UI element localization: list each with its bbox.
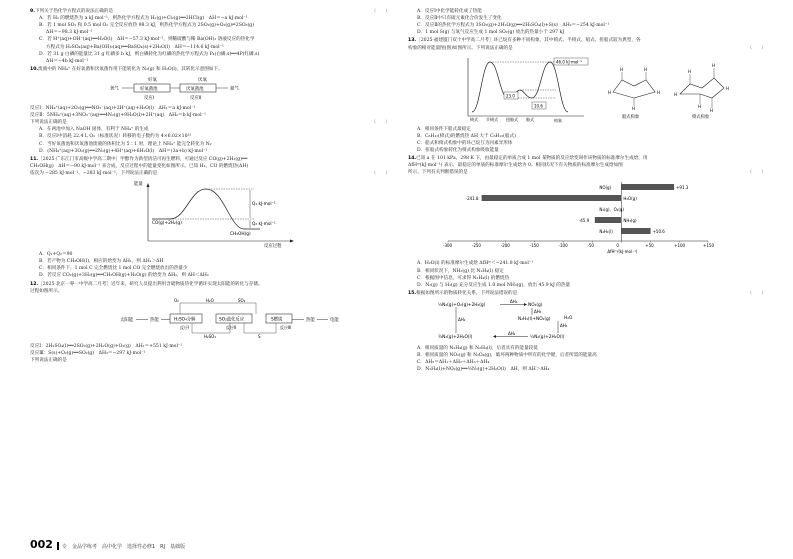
option-d-cont: ΔH＝−4b kJ·mol⁻¹ [46,58,89,64]
bar [621,184,674,190]
reaction-1: 反应Ⅰ：NH₄⁺(aq)+2O₂(g)══NO₃⁻(aq)+2H⁺(aq)+H₂O(l) ΔH₁＝a kJ·mol⁻¹ [30,105,196,111]
label-product: CH₃OH(g) [230,232,251,238]
question-stem-3: 所示，下列有关判断错误的是 [408,170,468,176]
label-heat-2: 热能 [306,317,315,323]
option-c: C．ΔH₅＝ΔH₁＋ΔH₂＋ΔH₃＋ΔH₄ [417,360,490,366]
page-footer [30,536,185,553]
option-a: A．相同条件下船式最稳定 [417,126,471,132]
option-a: A．Q₁+Q₂＝90 [39,252,73,258]
footer-text: 专 金品学练考 高中化学 选择性必修1 RJ 基础版 [61,543,186,550]
question-number: 9. [30,9,35,14]
question-12 [30,281,390,365]
option-c: C．相同条件下，1 mol C 完全燃烧比 1 mol CO 完全燃烧放出的热量少 [39,266,188,272]
question-stem: 近年来，研究人员提出利用含硫物质热化学循环实现太阳能的转化与存储。 [111,281,263,287]
svg-text:H: H [712,62,716,68]
formation-enthalpy-chart [408,178,766,258]
label-top-species: ½N₂(g)+O₂(g)+2H₂(g) [438,302,486,308]
option-b-cont: ΔH＝−98.3 kJ·mol⁻¹ [46,30,93,36]
option-d: D．N₂H₄(l)+NO₂(g)══³⁄₂N₂(g)+2H₂O(l) ΔH，则 ΔH＞ΔH₄ [417,367,550,373]
left-column [30,8,390,365]
option-c: C．若 H⁺(aq)+OH⁻(aq)══H₂O(l) ΔH＝−57.3 kJ·mol⁻¹，则稀硫酸与稀 Ba(OH)₂ 溶液反应的热化学 [39,37,255,43]
svg-text:H: H [726,85,730,91]
label-nitrogen: 氮气 [230,86,239,92]
question-stem: 甲醇作为新型清洁可再生燃料，可通过反应 CO(g)+2H₂(g)══ [120,156,248,162]
category-label: N₂(g)、O₂(g) [599,207,625,213]
svg-text:H: H [688,68,692,74]
option-b: B．反应Ⅰ中消耗 22.4 L O₂（标准状况）转移的电子数约为 4×6.02×10²³ [39,134,192,140]
option-d: D．1 mol S(g) 与氧气反应生成 1 mol SO₂(g) 放出的热量小于 297 kJ [417,30,565,36]
question-stem-2: 构象的相对能量图(图)如图所示。下列说法正确的是 [408,45,513,51]
option-c-cont: 方程式为 H₂SO₄(aq)+Ba(OH)₂(aq)══BaSO₄(s)+2H₂O(l) ΔH＝−114.6 kJ·mol⁻¹ [46,44,224,50]
answer-paren: （ ） [747,170,766,176]
option-d: D．(NH₄⁺(aq)+3O₂(g)══2N₂(g)+4H⁺(aq)+6H₂O(l) ΔH＝(3a+b) kJ·mol⁻¹ [39,148,208,154]
tick-label: +50 [645,243,654,249]
question-tag: ［2025·北京一零一中学高二月考］ [38,281,112,287]
option-b: B．相同质量的 NO₂(g) 和 N₂O₄(g)，破坏两种物质中所有的化学键，后者所需的能量高 [417,353,597,359]
bar [482,195,622,201]
value-label: -241.8 [465,196,479,202]
answer-paren: （ ） [747,290,766,296]
option-b: B．若产物为 CH₃OH(l)，相应的焓变为 ΔH₁，则 ΔH₁＞ΔH [39,259,164,265]
label-twist-boat: 扭船式 [506,116,518,122]
answer-paren: （ ） [747,45,766,51]
label-reaction-2: 反应Ⅱ [226,324,236,330]
x-axis-label: ΔfHᵐ/(kJ·mol⁻¹) [607,249,638,255]
label-energy-10-6: 10.6 [534,102,543,108]
label-q2: Q₂ kJ·mol⁻¹ [252,222,276,228]
label-dh4: ΔH₄ [508,330,516,336]
label-q1: Q₁ kJ·mol⁻¹ [252,202,276,208]
tick-label: +150 [703,243,714,249]
question-number: 13. [408,38,417,44]
box-combustion: S燃烧 [271,317,283,323]
page-number: 002 [30,537,53,551]
reaction-2: 反应Ⅱ：5NH₄⁺(aq)+3NO₃⁻(aq)══4N₂(g)+9H₂O(l)+2H⁺(aq) ΔH₂＝b kJ·mol⁻¹ [30,113,206,119]
question-ask: 下列说法正确的是 [30,357,67,363]
label-n2h4-no2: N₂H₄(l)+NO₂(g) [518,316,551,322]
svg-text:H: H [698,103,702,109]
label-bottom-species: ³⁄₂N₂(g)+2H₂O(l) [438,334,473,340]
conformation-diagram [408,54,766,124]
footer-divider [57,542,59,550]
question-number: 10. [30,66,39,72]
value-label: +91.3 [676,185,689,191]
tick-label: -200 [500,243,510,249]
question-tag: ［2025·福建厦门双十中学高二月考］ [416,38,494,44]
label-reaction-1: 反应Ⅰ [180,324,190,330]
category-label: N₂H₄(l) [599,229,613,235]
reaction-1: 反应Ⅰ：2H₂SO₄(l)══2SO₂(g)+2H₂O(g)+O₂(g) ΔH₁＝+551 kJ·mol⁻¹ [30,343,183,349]
label-reactants: CO(g)+2H₂(g) [152,221,182,227]
tick-label: -300 [443,243,453,249]
label-dh1: ΔH₁ [510,298,518,304]
label-heat-1: 热能 [150,317,159,323]
question-number: 11. [30,156,39,162]
label-so2: SO₂ [238,297,246,303]
label-h2o: H₂O [206,297,214,303]
label-oxygen: 氧气 [110,86,119,92]
sulfur-cycle-diagram [30,297,390,341]
option-a: A．反应Ⅰ中化学能转化成了热能 [417,9,482,14]
label-reaction-2: 反应Ⅱ [190,95,201,101]
question-13 [408,37,766,154]
label-energy-46: 46.0 kJ·mol⁻¹ [556,58,583,64]
question-number: 12. [30,281,39,287]
answer-paren: （ ） [371,120,390,126]
svg-text:H: H [657,89,661,95]
tick-label: -50 [587,243,594,249]
question-stem-2: ΔfHᵐ(kJ·mol⁻¹) 表示，最稳定的单质的标准摩尔生成焓为 0。相同状况下有关物质的标准摩尔生成焓如图 [408,163,623,169]
svg-text:H: H [620,66,624,72]
reaction-3: 反应Ⅲ：S(s)+O₂(g)══SO₂(g) ΔH₃＝−297 kJ·mol⁻¹ [30,350,146,356]
label-aerobic: 好氧 [148,77,157,83]
y-axis-label: 能量 [134,182,143,188]
label-solar: 太阳能 [120,317,134,323]
x-axis-label: 构象 [554,117,562,123]
bar [621,228,650,234]
option-b: B．反应Ⅱ中只有硫元素化合价发生了变化 [417,16,502,22]
label-h2o: H₂O [564,315,573,321]
question-stem: 根据如图所示的物质转化关系，下列说法错误的是 [416,290,518,296]
label-no2: NO₂(g) [528,302,543,308]
wastewater-diagram [30,75,390,103]
option-a: A．在两池中加入 NaOH 固体，有利于 NH₄⁺ 的生成 [39,127,149,133]
svg-text:H: H [710,107,714,113]
question-11 [30,156,390,280]
label-reaction-3: 反应Ⅲ [280,324,291,330]
option-d: D．N₂(g) 与 H₂(g) 充分反应生成 1.0 mol NH₃(g)，放出 45.9 kJ 的热量 [417,282,571,288]
option-d: D．扭船式构象转化为椅式构象吸收能量 [417,147,499,153]
question-14 [408,155,766,289]
label-energy-23: 23.0 [506,92,515,98]
answer-paren: （ ） [371,170,390,176]
tick-label: -250 [471,243,481,249]
option-a: A．若 H₂ 的燃烧热为 a kJ·mol⁻¹，则热化学方程式为 H₂(g)+Cl₂(g)══2HCl(g) ΔH＝−a kJ·mol⁻¹ [39,16,248,22]
box-aerobic: 好氧菌池 [140,86,158,92]
category-label: NH₃(g) [623,218,637,224]
box-anaerobic: 厌氧菌池 [186,86,204,92]
svg-text:H: H [644,66,648,72]
x-axis-label: 反应过程 [264,244,282,250]
question-stem-2: 过程如图所示。 [30,288,63,294]
question-stem: 已知 a 在 101 kPa、298 K 下，由最稳定的单质合成 1 mol 某物质的反应焓变叫作该物质的标准摩尔生成焓，用 [416,156,648,162]
question-stem-3: 依次为 −285 kJ·mol⁻¹、−283 kJ·mol⁻¹，下列说法正确的是 [30,170,158,176]
label-reaction-1: 反应Ⅰ [144,95,155,101]
value-label: +50.6 [652,229,665,235]
option-c: C．反应Ⅱ的热化学方程式为 3SO₂(g)+2H₂O(g)══2H₂SO₄(l)+S(s) ΔH₂＝−254 kJ·mol⁻¹ [417,23,610,29]
tick-label: -100 [558,243,568,249]
label-s: S [258,333,261,339]
question-stem: 下列关于热化学方程式的说法正确的是 [34,9,114,14]
tick-label: 0 [616,243,619,249]
option-c: C．当好氧菌池和厌氧菌池废液的体积比为 5∶1 时，理论上 NH₄⁺ 能完全转化为 N₂ [39,141,212,147]
label-h2so4: H₂SO₄ [204,333,216,339]
option-c: C．根据图中信息，可求得 N₂H₄(l) 的燃烧热 [417,275,510,281]
svg-text:H: H [632,105,636,111]
label-products: ½N₂(g)+2H₂O(l) [530,334,565,340]
label-dh5: ΔH₅ [560,322,568,328]
option-d: D．若 31 g 白磷的能量比 31 g 红磷多 b kJ，则白磷转化为红磷的热化学方程式为 P₄(白磷,s)══4P(红磷,s) [39,51,260,57]
question-stem: 废液中的 NH₄⁺ 在好氧菌和厌氧菌作用下能转化为 N₂(g) 和 H₂O(l)，其转化示意图如下。 [38,66,223,72]
question-10 [30,66,390,155]
value-label: -45.9 [578,218,590,224]
label-dh3: ΔH₃ [534,308,542,314]
enthalpy-cycle-diagram [408,299,766,343]
label-anaerobic: 厌氧 [198,77,207,83]
option-a: A．H₂O(l) 的标准摩尔生成焓 ΔfHᵐ＜−241.8 kJ·mol⁻¹ [417,261,534,267]
option-c: C．船式和椅式构象中的环己烷互为同素异形体 [417,140,513,146]
chair-conformation-structure [674,63,729,113]
boat-conformation-structure [608,67,660,111]
question-9 [30,8,390,65]
category-label: H₂O(g) [623,196,637,202]
question-15 [408,290,766,374]
caption-chair: 椅式构象 [692,114,710,120]
category-label: NO(g) [599,185,612,191]
option-b: B．若 1 mol SO₂ 和 0.5 mol O₂ 完全反应放热 98.3 kJ，则热化学方程式为 2SO₂(g)+O₂(g)⇌2SO₃(g) [39,23,254,29]
option-a: A．相同质量的 N₂H₄(g) 和 N₂H₄(l)，后者具有的能量较低 [417,345,538,351]
question-12-options [408,8,766,36]
svg-text:H: H [674,91,678,97]
question-ask: 下列说法正确的是 [30,120,67,126]
label-half-chair: 半椅式 [486,116,498,122]
question-stem: 环己烷有多种不同构象，其中椅式、半椅式、船式、扭船式较为典型，各 [493,38,641,44]
option-d: D．若反应 CO₂(g)+3H₂(g)══CH₃OH(g)+H₂O(g) 的焓变为 ΔH₂，则 ΔH＜ΔH₂ [39,273,209,279]
svg-text:H: H [608,89,612,95]
caption-boat: 船式构象 [622,114,640,120]
tick-label: -150 [529,243,539,249]
label-o2: O₂ [174,297,179,303]
tick-label: +100 [674,243,686,249]
option-b: B．C₆H₁₂(椅式)的燃烧热 ΔH 大于 C₆H₁₂(船式) [417,133,516,139]
answer-paren: （ ） [371,9,390,14]
bar [595,217,622,223]
label-boat: 船式 [526,116,534,122]
question-number: 15. [408,290,417,296]
energy-diagram [30,179,390,249]
question-tag: ［2025·广东江门市高级中学高二期中］ [38,156,121,162]
question-stem-2: CH₃OH(g) ΔH＝−90 kJ·mol⁻¹ 来合成，反应过程中的能量变化如图所示。已知 H₂、CO 的燃烧热(ΔH) [30,163,249,169]
option-b: B．相同状况下，NH₃(g) 比 N₂H₄(l) 稳定 [417,268,504,274]
label-chair: 椅式 [470,116,478,122]
label-dh2: ΔH₂ [458,316,466,322]
right-column [408,8,766,374]
question-number: 14. [408,156,417,162]
label-electricity: 电能 [330,317,339,323]
box-disproportionation: SO₂歧化反应 [219,317,245,323]
box-decomposition: H₂SO₄分解 [174,317,196,323]
